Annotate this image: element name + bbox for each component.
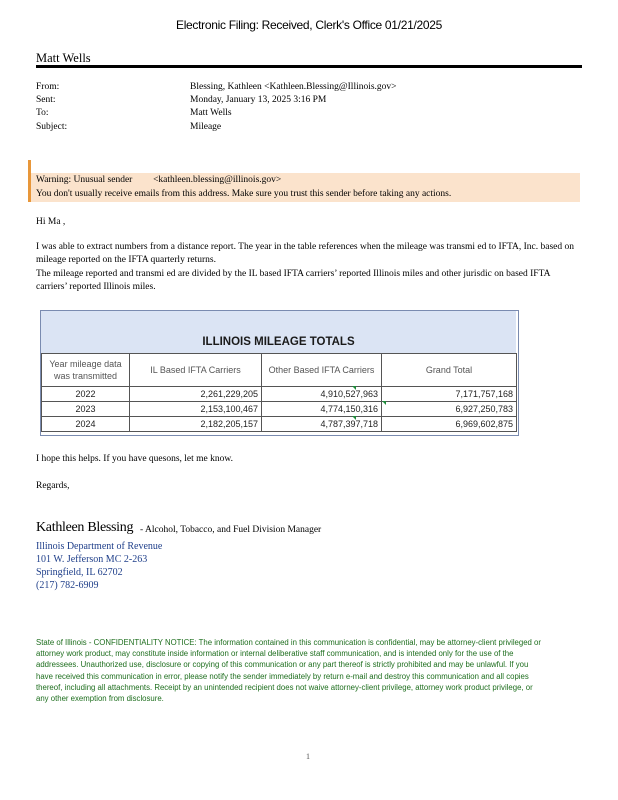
signature-phone: (217) 782-6909	[36, 580, 99, 591]
warning-line-1	[36, 175, 281, 185]
il-cell: 2,153,100,467	[130, 402, 262, 417]
closing-line: I hope this helps. If you have quesons, let me know.	[36, 454, 233, 464]
year-cell: 2024	[42, 417, 130, 432]
il-cell: 2,261,229,205	[130, 387, 262, 402]
table-row	[42, 417, 517, 432]
col-header-total: Grand Total	[382, 354, 517, 387]
page-number: 1	[306, 752, 310, 761]
signature-title: - Alcohol, Tobacco, and Fuel Division Manager	[140, 525, 322, 535]
total-cell: 6,969,602,875	[382, 417, 517, 432]
to-label: To:	[36, 108, 49, 118]
col-header-il: IL Based IFTA Carriers	[130, 354, 262, 387]
filing-stamp: Electronic Filing: Received, Clerk's Office 01/21/2025	[175, 18, 442, 32]
sign-off: Regards,	[36, 481, 70, 491]
il-cell: 2,182,205,157	[130, 417, 262, 432]
year-cell: 2023	[42, 402, 130, 417]
sent-label: Sent:	[36, 95, 56, 105]
col-header-year: Year mileage data was transmitted	[42, 354, 130, 387]
col-header-other: Other Based IFTA Carriers	[262, 354, 382, 387]
signature-org: Illinois Department of Revenue	[36, 541, 163, 552]
other-cell: 4,910,527,963	[262, 387, 382, 402]
table-row	[42, 387, 517, 402]
total-cell: 7,171,757,168	[382, 387, 517, 402]
table-row	[42, 402, 517, 417]
signature-name: Kathleen Blessing	[36, 520, 134, 535]
sent-value: Monday, January 13, 2025 3:16 PM	[190, 95, 327, 105]
subject-label: Subject:	[36, 122, 68, 132]
from-label: From:	[36, 82, 60, 92]
cell-flag-icon	[352, 416, 356, 420]
cell-flag-icon	[382, 401, 386, 405]
to-value: Matt Wells	[190, 108, 232, 118]
warning-address: <kathleen.blessing@illinois.gov>	[153, 175, 282, 185]
from-value: Blessing, Kathleen <Kathleen.Blessing@Illinois.gov>	[190, 82, 397, 92]
signature-city: Springfield, IL 62702	[36, 567, 123, 578]
year-cell: 2022	[42, 387, 130, 402]
body-paragraph-1: I was able to extract numbers from a distance report. The year in the table references when the mileage was transmi ed to IFTA, Inc. based on mileage reported on the IFTA quarterly returns.	[36, 242, 574, 265]
confidentiality-notice: State of Illinois - CONFIDENTIALITY NOTICE: The information contained in this communication is confidential, may be attorney-client privileged or attorney work product, may constitute inside information or internal deliberative staff communication, and is intended only for the use of the addressees. Unauthorized use, disclosure or copying of this communication or any part thereof is strictly prohibited and may be unlawful. If you have received this communication in error, please notify the sender immediately by return e-mail and destroy this communication and all copies thereof, including all attachments. Receipt by an unintended recipient does not waive attorney-client privilege, attorney work product privilege, or any other exemption from disclosure.	[36, 638, 541, 704]
cell-flag-icon	[352, 386, 356, 390]
body-paragraph-2: The mileage reported and transmi ed are divided by the IL based IFTA carriers’ reported Illinois miles and other jurisdic on based IFTA carriers’ reported Illinois miles.	[36, 269, 550, 292]
warning-line-2: You don't usually receive emails from this address. Make sure you trust this sender before taking any actions.	[36, 189, 452, 199]
table-title: ILLINOIS MILEAGE TOTALS	[202, 336, 355, 348]
mileage-table	[41, 353, 517, 432]
mailbox-owner: Matt Wells	[36, 51, 91, 65]
header-rule	[36, 65, 582, 68]
signature-street: 101 W. Jefferson MC 2-263	[36, 554, 148, 565]
other-cell: 4,787,397,718	[262, 417, 382, 432]
other-cell: 4,774,150,316	[262, 402, 382, 417]
total-cell: 6,927,250,783	[382, 402, 517, 417]
warning-label: Warning: Unusual sender	[36, 175, 133, 185]
subject-value: Mileage	[190, 122, 222, 132]
greeting: Hi Ma ,	[36, 217, 66, 227]
table-header-row	[42, 354, 517, 387]
